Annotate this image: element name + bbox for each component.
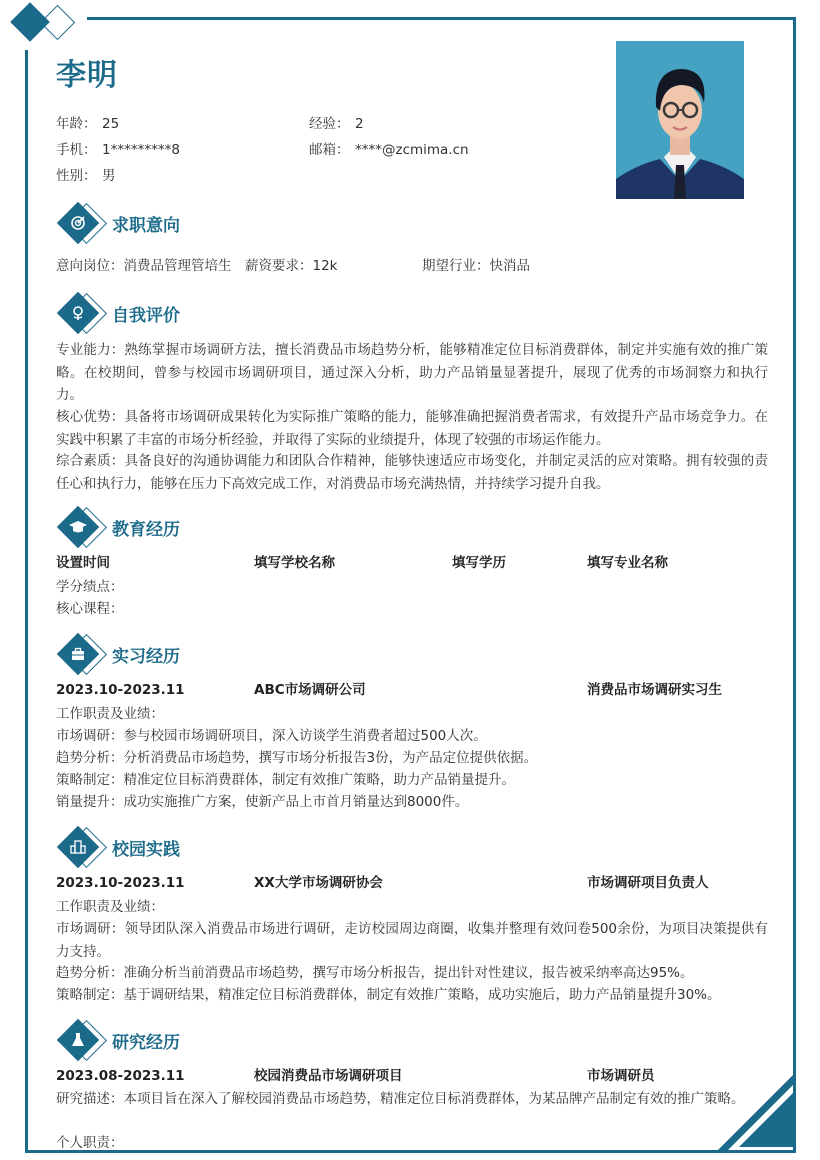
gender-field — [56, 164, 116, 184]
internship-role: 消费品市场调研实习生 — [587, 682, 722, 698]
education-time: 设置时间 — [56, 555, 110, 571]
section-title-campus: 校园实践 — [112, 840, 180, 860]
frame-bottom-border — [25, 1150, 796, 1153]
profile-photo — [616, 41, 744, 199]
education-courses-label: 核心课程： — [56, 601, 124, 617]
section-title-research: 研究经历 — [112, 1033, 180, 1053]
phone-field — [56, 138, 180, 158]
research-time: 2023.08-2023.11 — [56, 1068, 185, 1084]
target-icon — [67, 212, 89, 234]
campus-item: 市场调研：领导团队深入消费品市场进行调研，走访校园周边商圈，收集并整理有效问卷500余份，为项目决策提供有力支持。 — [56, 921, 768, 960]
campus-org: XX大学市场调研协会 — [254, 875, 383, 891]
briefcase-icon — [67, 643, 89, 665]
research-role: 市场调研员 — [587, 1068, 655, 1084]
building-icon — [67, 836, 89, 858]
campus-item: 策略制定：基于调研结果，精准定位目标消费群体，制定有效推广策略，成功实施后，助力产品销量提升30%。 — [56, 987, 721, 1003]
gender-label: 性别： — [56, 168, 97, 184]
research-duties-label: 个人职责： — [56, 1135, 124, 1151]
research-project: 校园消费品市场调研项目 — [254, 1068, 403, 1084]
campus-item: 趋势分析：准确分析当前消费品市场趋势，撰写市场分析报告，提出针对性建议，报告被采纳率高达95%。 — [56, 965, 694, 981]
internship-row — [56, 679, 776, 701]
campus-row — [56, 872, 776, 894]
intent-salary: 薪资要求：12k — [245, 258, 338, 274]
age-label: 年龄： — [56, 116, 97, 132]
age-field — [56, 112, 119, 132]
education-gpa-label: 学分绩点： — [56, 579, 124, 595]
section-title-self-eval: 自我评价 — [112, 306, 180, 326]
email-label: 邮箱： — [309, 142, 350, 158]
diamond-filled-icon — [10, 2, 50, 42]
campus-role: 市场调研项目负责人 — [587, 875, 709, 891]
campus-duties-label: 工作职责及业绩： — [56, 899, 164, 915]
intent-position: 意向岗位：消费品管理管培生 — [56, 258, 232, 274]
section-title-internship: 实习经历 — [112, 647, 180, 667]
frame-right-border — [793, 17, 796, 1153]
education-row — [56, 552, 776, 574]
campus-time: 2023.10-2023.11 — [56, 875, 185, 891]
internship-duties-label: 工作职责及业绩： — [56, 706, 164, 722]
education-school: 填写学校名称 — [254, 555, 335, 571]
internship-time: 2023.10-2023.11 — [56, 682, 185, 698]
graduation-cap-icon — [67, 516, 89, 538]
self-eval-professional: 专业能力：熟练掌握市场调研方法，擅长消费品市场趋势分析，能够精准定位目标消费群体，制定并实施有效的推广策略。在校期间，曾参与校园市场调研项目，通过深入分析，助力产品销量显著提升，展现了优秀的市场洞察力和执行力。 — [56, 342, 768, 403]
self-eval-qualities: 综合素质：具备良好的沟通协调能力和团队合作精神，能够快速适应市场变化，并制定灵活的应对策略。拥有较强的责任心和执行力，能够在压力下高效完成工作，对消费品市场充满热情，并持续学习提升自我。 — [56, 453, 768, 492]
internship-company: ABC市场调研公司 — [254, 682, 366, 698]
candidate-name: 李明 — [56, 58, 118, 93]
research-description: 研究描述：本项目旨在深入了解校园消费品市场趋势，精准定位目标消费群体，为某品牌产品制定有效的推广策略。 — [56, 1091, 745, 1107]
experience-label: 经验： — [309, 116, 350, 132]
section-title-intent: 求职意向 — [112, 216, 180, 236]
flower-icon — [67, 302, 89, 324]
experience-value: 2 — [355, 116, 364, 132]
internship-item: 销量提升：成功实施推广方案，使新产品上市首月销量达到8000件。 — [56, 794, 469, 810]
self-eval-strengths: 核心优势：具备将市场调研成果转化为实际推广策略的能力，能够准确把握消费者需求，有效提升产品市场竞争力。在实践中积累了丰富的市场分析经验，并取得了实际的业绩提升，体现了较强的市场运作能力。 — [56, 409, 768, 448]
frame-top-border — [87, 17, 796, 20]
phone-label: 手机： — [56, 142, 97, 158]
phone-value: 1*********8 — [102, 142, 180, 158]
research-row — [56, 1065, 776, 1087]
frame-left-border — [25, 50, 28, 1153]
section-title-education: 教育经历 — [112, 520, 180, 540]
age-value: 25 — [102, 116, 120, 132]
internship-item: 市场调研：参与校园市场调研项目，深入访谈学生消费者超过500人次。 — [56, 728, 487, 744]
education-major: 填写专业名称 — [587, 555, 668, 571]
email-field — [309, 138, 469, 158]
gender-value: 男 — [102, 168, 116, 184]
intent-industry: 期望行业：快消品 — [422, 258, 530, 274]
experience-field — [309, 112, 364, 132]
education-degree: 填写学历 — [452, 555, 506, 571]
email-value: ****@zcmima.cn — [355, 142, 469, 158]
internship-item: 策略制定：精准定位目标消费群体，制定有效推广策略，助力产品销量提升。 — [56, 772, 515, 788]
internship-item: 趋势分析：分析消费品市场趋势，撰写市场分析报告3份，为产品定位提供依据。 — [56, 750, 538, 766]
flask-icon — [67, 1029, 89, 1051]
